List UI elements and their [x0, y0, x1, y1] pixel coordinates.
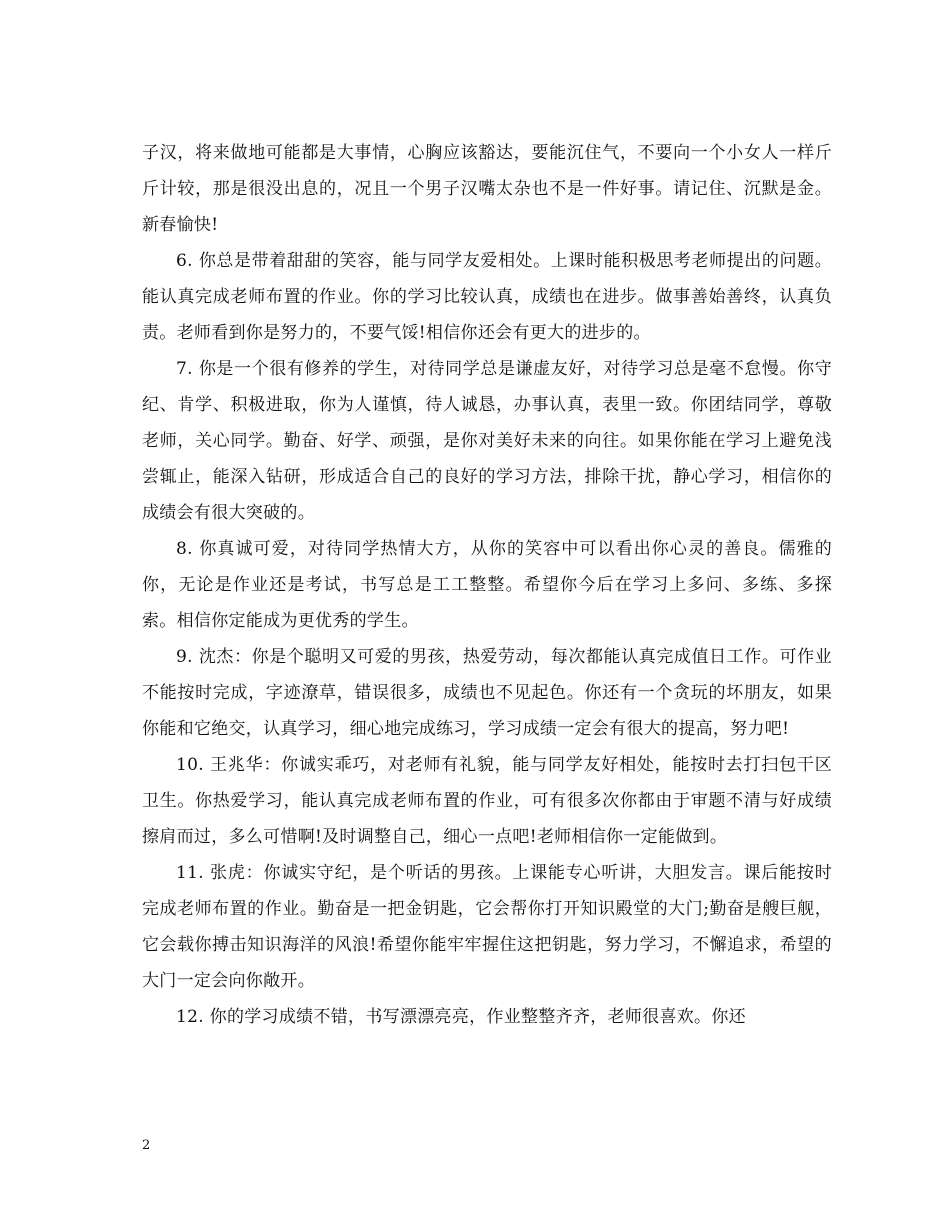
- paragraph-item-12: 12. 你的学习成绩不错，书写漂漂亮亮，作业整整齐齐，老师很喜欢。你还: [176, 1007, 746, 1027]
- paragraph-item-7: 7. 你是一个很有修养的学生，对待同学总是谦虚友好，对待学习总是毫不怠慢。你守纪、肯学、积极进取，你为人谨慎，待人诚恳，办事认真，表里一致。你团结同学，尊敬老师，关心同学。勤奋、好学、顽强，是你对美好未来的向往。如果你能在学习上避免浅尝辄止，能深入钻研，形成适合自己的良好的学习方法，排除干扰，静心学习，相信你的成绩会有很大突破的。: [142, 359, 832, 523]
- paragraph-continuation: 子汉，将来做地可能都是大事情，心胸应该豁达，要能沉住气，不要向一个小女人一样斤斤计较，那是很没出息的，况且一个男子汉嘴太杂也不是一件好事。请记住、沉默是金。新春愉快!: [142, 143, 832, 235]
- paragraph-item-6: 6. 你总是带着甜甜的笑容，能与同学友爱相处。上课时能积极思考老师提出的问题。能认真完成老师布置的作业。你的学习比较认真，成绩也在进步。做事善始善终，认真负责。老师看到你是努力的，不要气馁!相信你还会有更大的进步的。: [142, 251, 832, 343]
- page-number: 2: [142, 1138, 151, 1153]
- paragraph-item-10: 10. 王兆华：你诚实乖巧，对老师有礼貌，能与同学友好相处，能按时去打扫包干区卫生。你热爱学习，能认真完成老师布置的作业，可有很多次你都由于审题不清与好成绩擦肩而过，多么可惜啊!及时调整自己，细心一点吧!老师相信你一定能做到。: [142, 755, 832, 847]
- paragraph-item-8: 8. 你真诚可爱，对待同学热情大方，从你的笑容中可以看出你心灵的善良。儒雅的你，无论是作业还是考试，书写总是工工整整。希望你今后在学习上多问、多练、多探索。相信你定能成为更优秀的学生。: [142, 539, 832, 631]
- paragraph-item-11: 11. 张虎：你诚实守纪，是个听话的男孩。上课能专心听讲，大胆发言。课后能按时完成老师布置的作业。勤奋是一把金钥匙，它会帮你打开知识殿堂的大门;勤奋是艘巨舰，它会载你搏击知识海洋的风浪!希望你能牢牢握住这把钥匙，努力学习，不懈追求，希望的大门一定会向你敞开。: [142, 863, 832, 991]
- paragraph-item-9: 9. 沈杰：你是个聪明又可爱的男孩，热爱劳动，每次都能认真完成值日工作。可作业不能按时完成，字迹潦草，错误很多，成绩也不见起色。你还有一个贪玩的坏朋友，如果你能和它绝交，认真学习，细心地完成练习，学习成绩一定会有很大的提高，努力吧!: [142, 647, 832, 739]
- document-body: [142, 135, 832, 1035]
